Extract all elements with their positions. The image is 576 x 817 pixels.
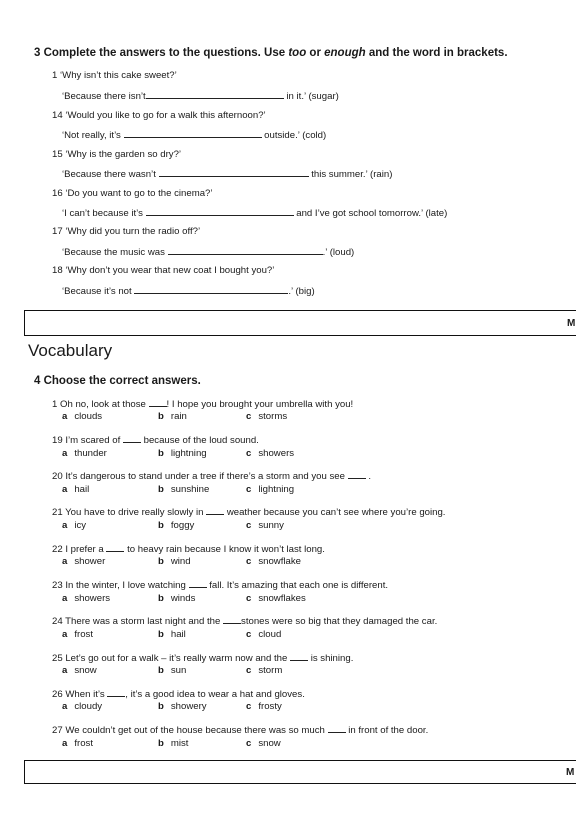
answer-blank[interactable] [146,206,294,216]
option-c[interactable]: c snowflakes [246,593,306,604]
question-19: 19 I’m scared of because of the loud sound. [52,435,259,446]
option-c[interactable]: c storm [246,665,283,676]
answer-blank[interactable] [168,245,323,255]
question-27: 27 We couldn’t get out of the house because there was so much in front of the door. [52,725,429,736]
option-c[interactable]: c cloud [246,629,282,640]
answer-17: ‘Because the music was .’ (loud) [62,247,355,258]
option-a[interactable]: a thunder [62,448,107,459]
option-c[interactable]: c showers [246,448,295,459]
question-18: 18 ‘Why don’t you wear that new coat I bought you?’ [52,265,275,276]
option-b[interactable]: b foggy [158,520,195,531]
answer-blank[interactable] [146,89,284,99]
option-a[interactable]: a snow [62,665,97,676]
option-b[interactable]: b mist [158,738,189,749]
exercise-3-heading: 3 Complete the answers to the questions. Use too or enough and the word in brackets. [34,47,508,59]
option-a[interactable]: a shower [62,556,106,567]
option-c[interactable]: c lightning [246,484,295,495]
option-a[interactable]: a hail [62,484,90,495]
question-23: 23 In the winter, I love watching fall. It’s amazing that each one is different. [52,580,389,591]
marks-label: M [566,767,575,778]
option-a[interactable]: a frost [62,738,94,749]
option-b[interactable]: b wind [158,556,191,567]
answer-blank[interactable] [107,687,125,697]
marks-box [24,760,576,784]
marks-label: M [567,318,576,329]
exercise-4-heading: 4 Choose the correct answers. [34,375,201,387]
question-1: 1 ‘Why isn’t this cake sweet?’ [52,70,177,81]
question-24: 24 There was a storm last night and the stones were so big that they damaged the car. [52,616,438,627]
option-b[interactable]: b hail [158,629,186,640]
answer-blank[interactable] [149,397,167,407]
option-c[interactable]: c sunny [246,520,284,531]
option-a[interactable]: a frost [62,629,94,640]
question-14: 14 ‘Would you like to go for a walk this afternoon?’ [52,110,266,121]
option-a[interactable]: a icy [62,520,87,531]
question-15: 15 ‘Why is the garden so dry?’ [52,149,182,160]
answer-blank[interactable] [159,167,309,177]
question-21: 21 You have to drive really slowly in weather because you can’t see where you’re going. [52,507,446,518]
answer-blank[interactable] [206,505,224,515]
answer-14: ‘Not really, it’s outside.’ (cold) [62,130,327,141]
answer-blank[interactable] [123,433,141,443]
option-a[interactable]: a clouds [62,411,103,422]
question-20: 20 It’s dangerous to stand under a tree if there’s a storm and you see . [52,471,371,482]
answer-1: ‘Because there isn’t in it.’ (sugar) [62,91,339,102]
option-c[interactable]: c snow [246,738,281,749]
option-b[interactable]: b sun [158,665,187,676]
option-b[interactable]: b showery [158,701,207,712]
answer-blank[interactable] [189,578,207,588]
answer-15: ‘Because there wasn’t this summer.’ (rain) [62,169,393,180]
question-26: 26 When it’s , it’s a good idea to wear a hat and gloves. [52,689,305,700]
marks-box [24,310,576,336]
question-16: 16 ‘Do you want to go to the cinema?’ [52,188,213,199]
question-17: 17 ‘Why did you turn the radio off?’ [52,226,201,237]
question-25: 25 Let’s go out for a walk – it’s really warm now and the is shining. [52,653,354,664]
section-title-vocabulary: Vocabulary [28,341,113,360]
answer-16: ‘I can’t because it’s and I’ve got school tomorrow.’ (late) [62,208,448,219]
answer-blank[interactable] [134,284,288,294]
option-b[interactable]: b lightning [158,448,207,459]
question-1-vocab: 1 Oh no, look at those ! I hope you brought your umbrella with you! [52,399,354,410]
answer-18: ‘Because it’s not .’ (big) [62,286,315,297]
answer-blank[interactable] [328,723,346,733]
answer-blank[interactable] [223,614,241,624]
option-c[interactable]: c storms [246,411,288,422]
answer-blank[interactable] [124,128,262,138]
answer-blank[interactable] [348,469,366,479]
question-22: 22 I prefer a to heavy rain because I know it won’t last long. [52,544,325,555]
option-c[interactable]: c frosty [246,701,282,712]
option-b[interactable]: b rain [158,411,187,422]
answer-blank[interactable] [106,542,124,552]
option-a[interactable]: a showers [62,593,111,604]
option-b[interactable]: b sunshine [158,484,210,495]
option-a[interactable]: a cloudy [62,701,103,712]
answer-blank[interactable] [290,651,308,661]
option-c[interactable]: c snowflake [246,556,302,567]
option-b[interactable]: b winds [158,593,196,604]
